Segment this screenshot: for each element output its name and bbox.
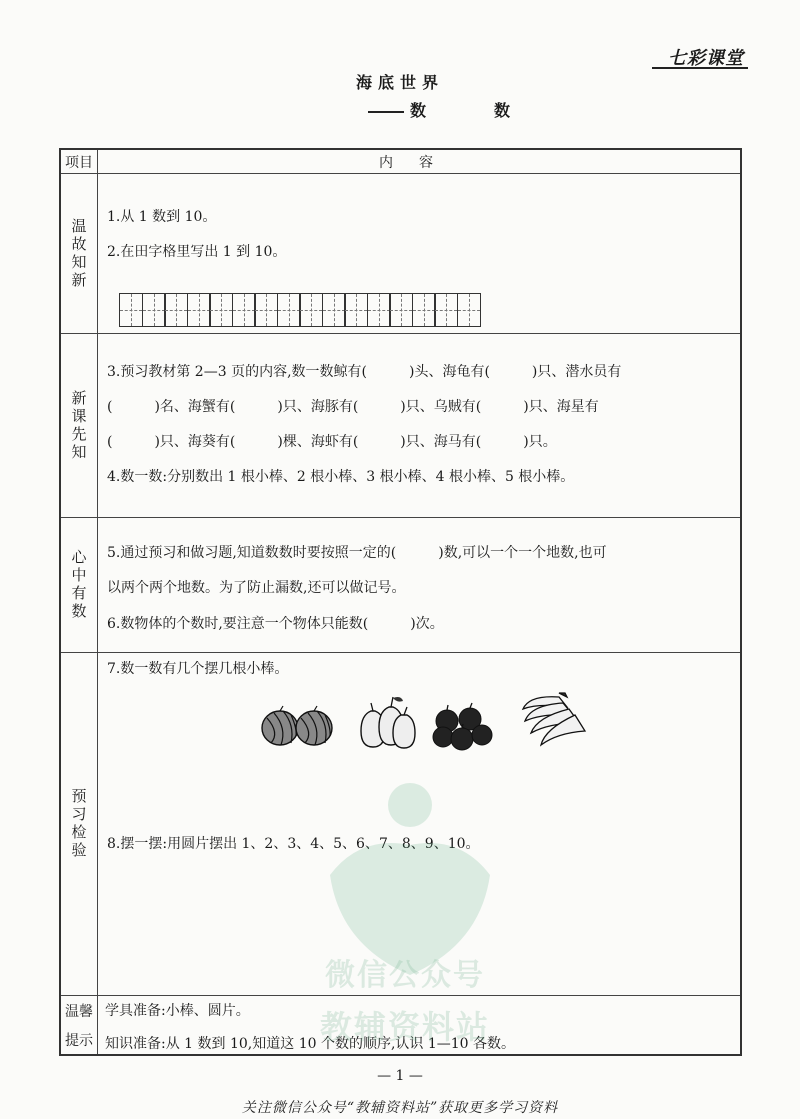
page-title: 海底世界 <box>355 73 444 92</box>
section-key-points <box>61 518 740 653</box>
header-item-cell <box>61 150 98 173</box>
tips-label-bottom: 提示 <box>65 1032 93 1049</box>
section-label-cell <box>61 334 98 517</box>
section-content <box>107 518 732 652</box>
question-5-line-1: 5.通过预习和做习题,知道数数时要按照一定的( )数,可以一个一个地数,也可 <box>107 545 607 561</box>
section-label-cell <box>61 518 98 652</box>
section-check <box>61 653 740 996</box>
question-4: 4.数一数:分别数出 1 根小棒、2 根小棒、3 根小棒、4 根小棒、5 根小棒。 <box>107 469 575 485</box>
tianzige-cell[interactable] <box>277 293 301 327</box>
header-item-label: 项目 <box>65 154 93 171</box>
question-3-line-3: ( )只、海葵有( )棵、海虾有( )只、海马有( )只。 <box>107 434 557 450</box>
banana-icon <box>519 691 589 749</box>
section-content <box>107 334 732 517</box>
tianzige-cell[interactable] <box>457 293 481 327</box>
watermark-text-1: 微信公众号 <box>325 958 485 993</box>
tianzige-cell[interactable] <box>344 293 368 327</box>
tianzige-cell[interactable] <box>254 293 278 327</box>
section-label-cell <box>61 996 98 1054</box>
header-content-label: 内容 <box>379 154 459 171</box>
subtitle-text: 数 数 <box>410 101 537 120</box>
subtitle-dash <box>368 111 404 113</box>
section-review <box>61 174 740 334</box>
question-8: 8.摆一摆:用圆片摆出 1、2、3、4、5、6、7、8、9、10。 <box>107 836 480 852</box>
section-content <box>107 653 732 995</box>
footer-note: 关注微信公众号“教辅资料站”获取更多学习资料 <box>241 1100 559 1116</box>
page-number: — 1 — <box>377 1068 423 1084</box>
tianzige-cell[interactable] <box>434 293 458 327</box>
brand-underline <box>652 67 748 69</box>
tianzige-cell[interactable] <box>187 293 211 327</box>
section-label-cell <box>61 174 98 333</box>
tianzige-cell[interactable] <box>209 293 233 327</box>
question-5-line-2: 以两个两个地数。为了防止漏数,还可以做记号。 <box>107 580 406 596</box>
section-label: 新课先知 <box>69 389 88 462</box>
worksheet-table <box>59 148 742 1056</box>
tianzige-cell[interactable] <box>142 293 166 327</box>
tianzige-cell[interactable] <box>367 293 391 327</box>
tianzige-cell[interactable] <box>389 293 413 327</box>
tianzige-cell[interactable] <box>322 293 346 327</box>
tianzige-cell[interactable] <box>412 293 436 327</box>
watermelon-icon <box>259 703 339 748</box>
question-2: 2.在田字格里写出 1 到 10。 <box>107 244 287 260</box>
tianzige-cell[interactable] <box>164 293 188 327</box>
section-label-cell <box>61 653 98 995</box>
tianzige-cell[interactable] <box>232 293 256 327</box>
pear-icon <box>357 693 419 751</box>
table-header-row <box>61 150 740 174</box>
tianzige-grid[interactable] <box>119 293 479 327</box>
question-1: 1.从 1 数到 10。 <box>107 209 217 225</box>
tip-tools: 学具准备:小棒、圆片。 <box>105 1003 250 1019</box>
section-preview <box>61 334 740 518</box>
tianzige-cell[interactable] <box>299 293 323 327</box>
watermark-text-2: 教辅资料站 <box>319 1008 490 1046</box>
section-content <box>107 174 732 333</box>
tips-label-top: 温馨 <box>65 1003 93 1020</box>
question-6: 6.数物体的个数时,要注意一个物体只能数( )次。 <box>107 616 444 632</box>
apple-icon <box>430 701 495 751</box>
question-7: 7.数一数有几个摆几根小棒。 <box>107 661 289 677</box>
question-3-line-1: 3.预习教材第 2—3 页的内容,数一数鲸有( )头、海龟有( )只、潜水员有 <box>107 364 622 380</box>
question-3-line-2: ( )名、海蟹有( )只、海豚有( )只、乌贼有( )只、海星有 <box>107 399 599 415</box>
tip-knowledge: 知识准备:从 1 数到 10,知道这 10 个数的顺序,认识 1—10 各数。 <box>105 1036 516 1052</box>
section-label: 预习检验 <box>69 788 88 860</box>
brand-logo: 七彩课堂 <box>668 48 744 69</box>
section-label: 温故知新 <box>69 217 88 290</box>
tianzige-cell[interactable] <box>119 293 143 327</box>
page-subtitle <box>368 98 536 121</box>
section-label: 心中有数 <box>69 549 88 621</box>
